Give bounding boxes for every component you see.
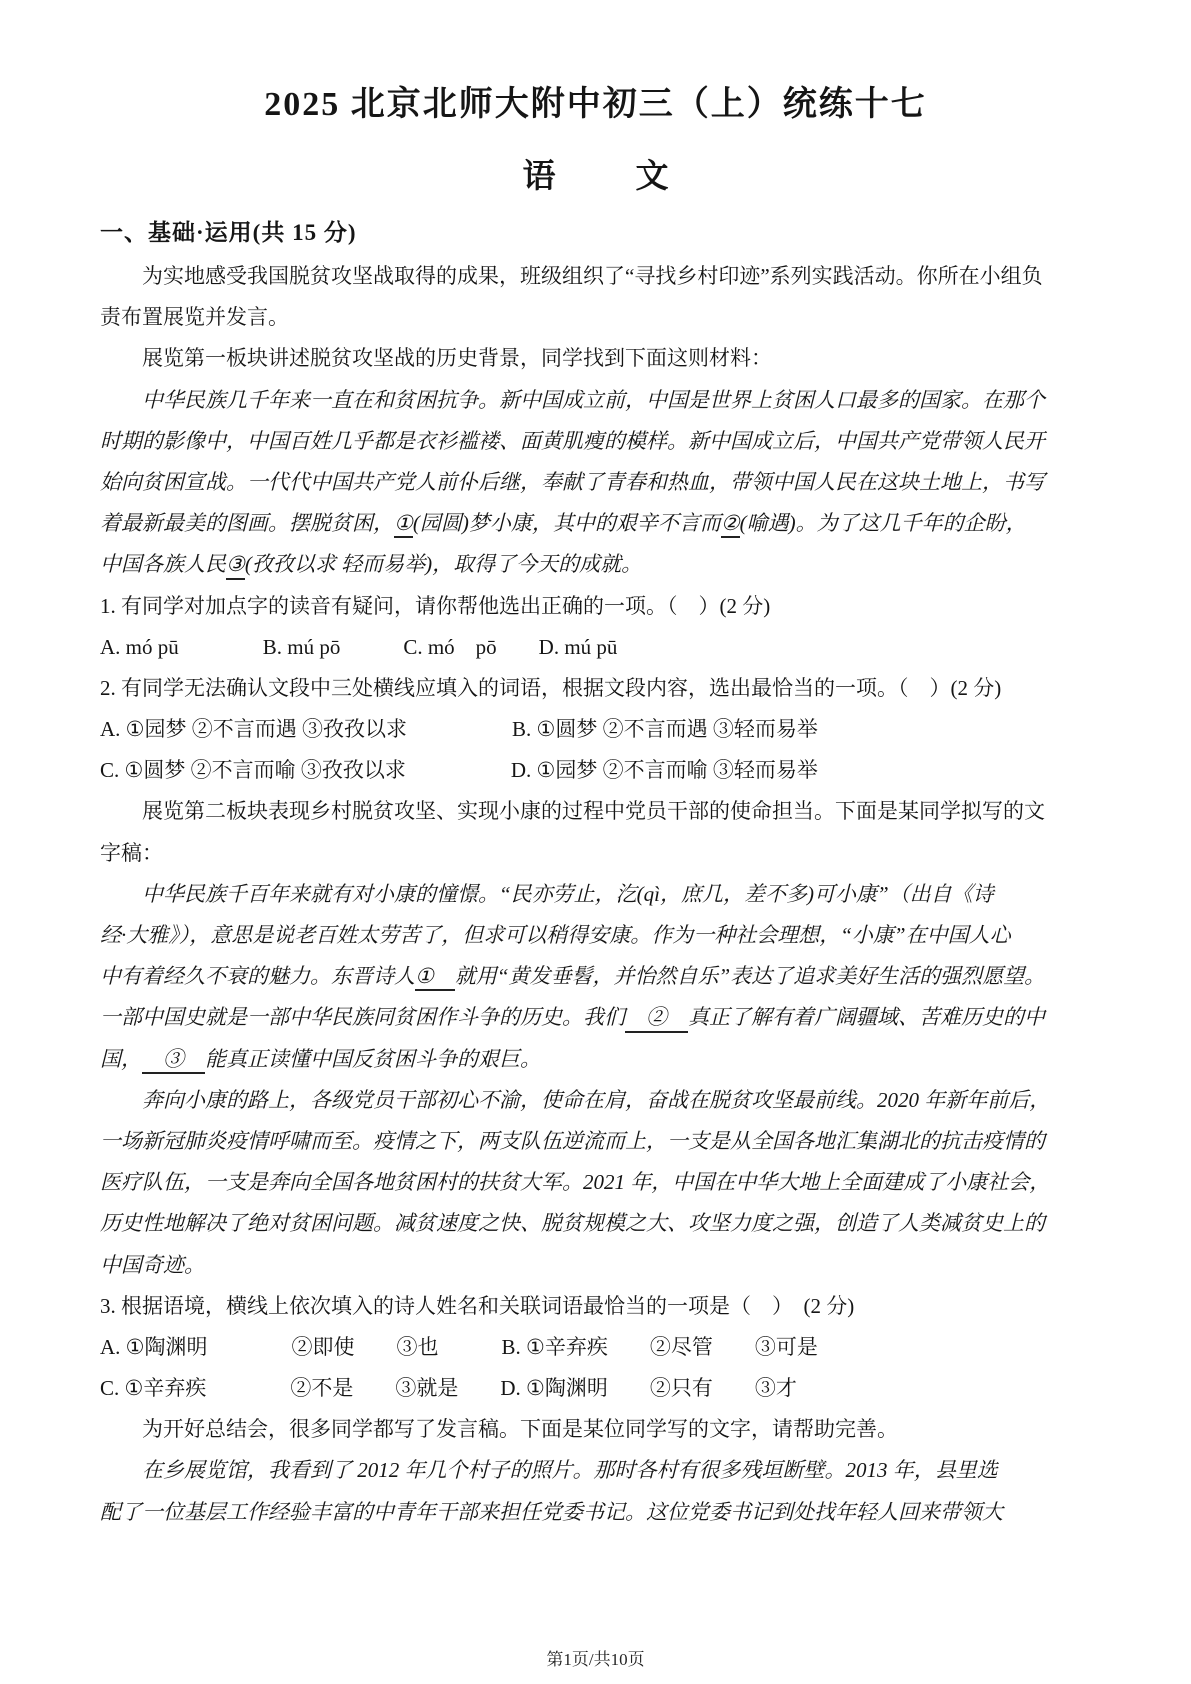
text-run: 着最新最美的图画。摆脱贫困， [100, 511, 394, 536]
material1-line-2 [100, 421, 1101, 462]
dotted-emphasis-char: 模 · [625, 429, 646, 453]
text-run: 展览第二板块表现乡村脱贫攻坚、实现小康的过程中党员干部的使命担当。下面是某同学拟写的文 [142, 799, 1045, 824]
text-run: 中华民族千百年来就有对小康的憧憬。“民亦劳止，汔(qì，庶几，差不多)可小康”（出自《诗 [142, 881, 994, 906]
material2-line-5 [100, 1039, 1101, 1080]
material2-line-6 [100, 1080, 1101, 1121]
underlined-segment: ② [721, 511, 740, 538]
text-run: 时期的影像中，中国百姓几乎都是衣衫褴褛、面黄肌瘦的 [100, 428, 625, 453]
text-run: 国， [100, 1046, 142, 1071]
text-run: (园圆)梦小康，其中的艰辛不言而 [412, 511, 721, 536]
material2-line-2 [100, 915, 1101, 956]
text-run: 责布置展览并发言。 [100, 305, 289, 330]
summary-intro [100, 1409, 1101, 1450]
text-run: 中华民族几千年来一直在和贫困抗争。新中国成立前，中国是世界上贫困人口最多的国家。在那个 [142, 387, 1045, 412]
underlined-segment: ① [394, 511, 413, 538]
text-run: 就用“黄发垂髫，并怡然自乐”表达了追求美好生活的强烈愿望。 [454, 964, 1046, 989]
text-run: 3. 根据语境，横线上依次填入的诗人姓名和关联词语最恰当的一项是（ ） (2 分) [100, 1293, 855, 1318]
exhibit2-intro-line-1 [100, 791, 1101, 832]
text-run: 后继，奉献了青春和热血，带领中国人民在这块土地上，书写 [478, 469, 1045, 494]
text-run: 历史性地解决了绝对贫困问题。减贫速度之快、脱贫规模之大、攻坚力度之强，创造了人类减贫史上的 [100, 1211, 1045, 1236]
question-3-options-ab [100, 1327, 1101, 1368]
question-2-stem [100, 668, 1101, 709]
underlined-segment: ② [625, 1005, 688, 1032]
intro-para-line-2 [100, 297, 1101, 338]
speech-draft-line-1 [100, 1450, 1101, 1491]
text-run: 中国奇迹。 [100, 1252, 205, 1277]
material2-line-1 [100, 874, 1101, 915]
text-run: 为开好总结会，很多同学都写了发言稿。下面是某位同学写的文字，请帮助完善。 [142, 1417, 898, 1442]
text-run: A. ①陶渊明 ②即使 ③也 B. ①辛弃疾 ②尽管 ③可是 [100, 1334, 818, 1359]
text-run: 在乡展览馆，我看到了 2012 年几个村子的照片。那时各村有很多残垣断壁。2013 年，县里选 [142, 1458, 998, 1483]
subject-title [0, 150, 1191, 197]
section-1-heading: 一、基础·运用(共 15 分) [100, 220, 357, 245]
material2-line-4 [100, 997, 1101, 1038]
material1-line-5 [100, 544, 1101, 585]
text-run: 为实地感受我国脱贫攻坚战取得的成果，班级组织了“寻找乡村印迹”系列实践活动。你所在小组负 [142, 264, 1043, 288]
question-3-stem [100, 1286, 1101, 1327]
material1-line-3 [100, 462, 1101, 503]
text-run: A. ①园梦 ②不言而遇 ③孜孜以求 B. ①圆梦 ②不言而遇 ③轻而易举 [100, 717, 818, 742]
material2-line-7 [100, 1121, 1101, 1162]
text-run: 样。新中国成立后，中国共产党带领人民开 [646, 428, 1045, 453]
text-run: 能真正读懂中国反贫困斗争的艰巨。 [205, 1046, 541, 1071]
underlined-segment: ① [415, 964, 455, 991]
text-run: 字稿： [100, 840, 163, 865]
underlined-segment: ③ [142, 1047, 205, 1074]
text-run: 医疗队伍，一支是奔向全国各地贫困村的扶贫大军。2021 年，中国在中华大地上全面建成了小康社会， [100, 1170, 1051, 1195]
text-run: 始向贫困宣战。一代代中国共产党人前 [100, 469, 457, 494]
question-3-options-cd [100, 1368, 1101, 1409]
intro-para-line-1 [100, 256, 1101, 297]
exam-title: 2025 北京北师大附中初三（上）统练十七 [264, 86, 927, 123]
underlined-segment: ③ [226, 552, 245, 579]
exhibit2-intro-line-2 [100, 833, 1101, 874]
material2-line-10 [100, 1245, 1101, 1286]
text-run: 1. 有同学对加点字的读音有疑问，请你帮他选出正确的一项。（ ）(2 分) [100, 593, 771, 618]
material1-line-1 [100, 380, 1101, 421]
question-2-options-ab [100, 709, 1101, 750]
text-run: 经·大雅》），意思是说老百姓太劳苦了，但求可以稍得安康。作为一种社会理想，“小康”在中国人心 [100, 923, 1011, 947]
text-run: 奔向小康的路上，各级党员干部初心不渝，使命在肩，奋战在脱贫攻坚最前线。2020 年新年前后， [142, 1087, 1051, 1112]
text-run: 中国各族人民 [100, 552, 226, 577]
material1-line-4 [100, 503, 1101, 544]
text-run: (孜孜以求 轻而易举)，取得了今天的成就。 [244, 552, 643, 577]
question-2-options-cd [100, 750, 1101, 791]
text-run: C. ①圆梦 ②不言而喻 ③孜孜以求 D. ①园梦 ②不言而喻 ③轻而易举 [100, 758, 818, 783]
exhibit1-intro [100, 338, 1101, 379]
material2-line-3 [100, 956, 1101, 997]
page-number: 第1页/共10页 [546, 1650, 645, 1669]
text-run: 2. 有同学无法确认文段中三处横线应填入的词语，根据文段内容，选出最恰当的一项。（ ）(2 分) [100, 675, 1002, 700]
text-run: 中有着经久不衰的魅力。东晋诗人 [100, 964, 415, 989]
speech-draft-line-2 [100, 1492, 1101, 1533]
material2-line-8 [100, 1162, 1101, 1203]
question-1-stem [100, 586, 1101, 627]
document-body [100, 256, 1101, 1533]
text-run: 一部中国史就是一部中华民族同贫困作斗争的历史。我们 [100, 1005, 625, 1030]
material2-line-9 [100, 1203, 1101, 1244]
subject-char-right: 文 [635, 159, 669, 195]
text-run: A. mó pū B. mú pō C. mó pō D. mú pū [100, 634, 618, 659]
text-run: (喻遇)。为了这几千年的企盼， [739, 511, 1027, 536]
text-run: 配了一位基层工作经验丰富的中青年干部来担任党委书记。这位党委书记到处找年轻人回来带领大 [100, 1499, 1003, 1524]
text-run: 展览第一板块讲述脱贫攻坚战的历史背景，同学找到下面这则材料： [142, 346, 772, 371]
text-run: 一场新冠肺炎疫情呼啸而至。疫情之下，两支队伍逆流而上，一支是从全国各地汇集湖北的抗击疫情的 [100, 1128, 1045, 1153]
dotted-emphasis-char: 仆 · [457, 470, 478, 494]
text-run: C. ①辛弃疾 ②不是 ③就是 D. ①陶渊明 ②只有 ③才 [100, 1376, 797, 1401]
subject-char-left: 语 [522, 159, 556, 195]
text-run: 真正了解有着广阔疆域、苦难历史的中 [688, 1005, 1045, 1030]
question-1-options [100, 627, 1101, 668]
